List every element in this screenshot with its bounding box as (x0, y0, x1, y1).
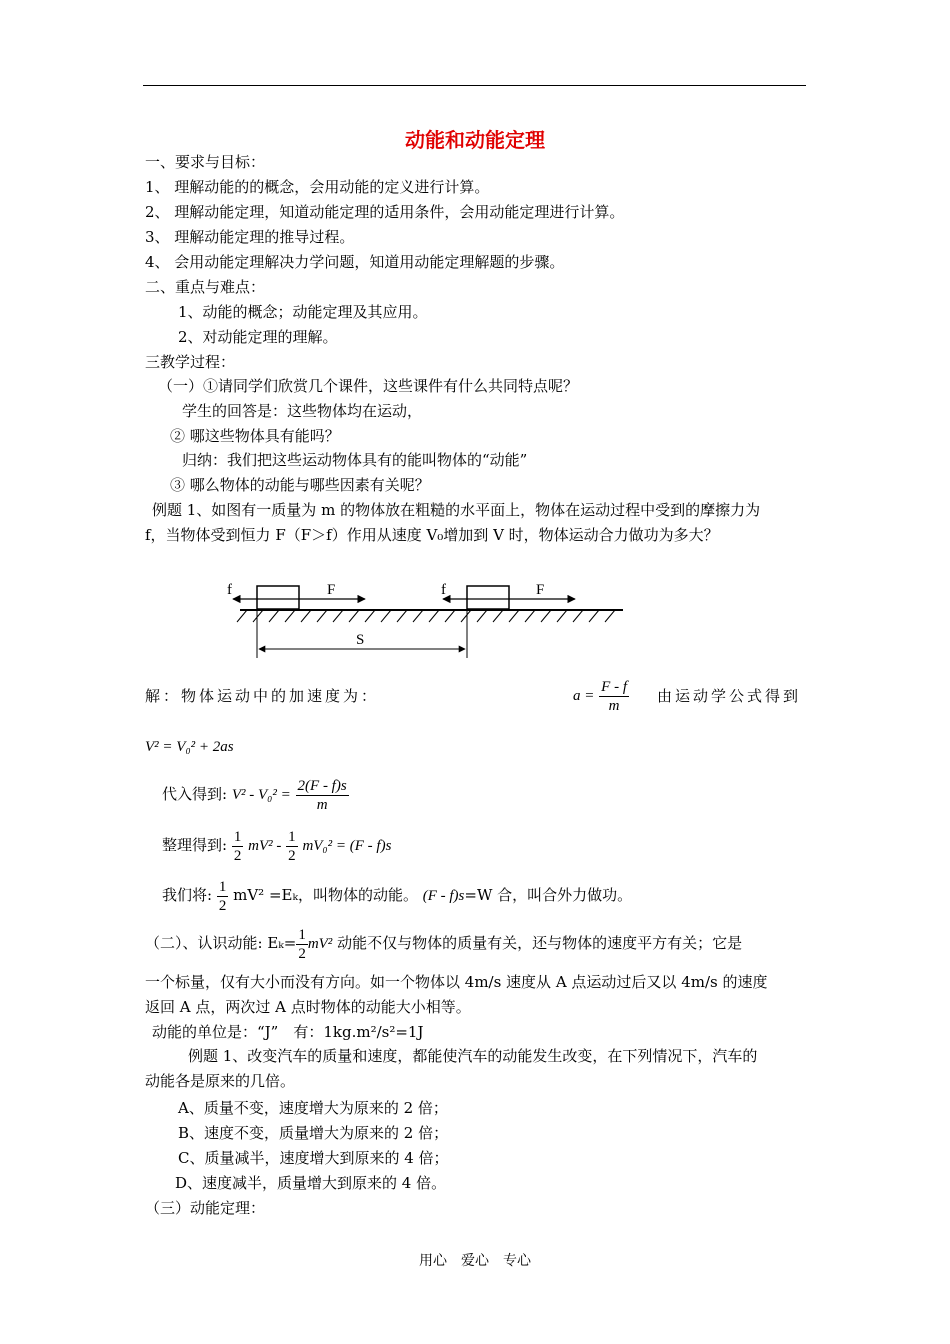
example-text: 动能各是原来的几倍。 (145, 1072, 296, 1090)
recognize-line (145, 924, 742, 963)
paragraph: 学生的回答是：这些物体均在运动， (182, 402, 423, 420)
fraction: $\frac{1}{2}$ (298, 926, 306, 962)
eq-part: mV₀² = (F - f)s (302, 838, 392, 854)
label: 代入得到: (162, 785, 228, 803)
def-text: =W 合，叫合外力做功。 (464, 886, 633, 904)
fraction: $\frac{2(F - f)s}{m}$ (297, 777, 347, 813)
paragraph: ③ 哪么物体的动能与哪些因素有关呢？ (170, 476, 430, 494)
block-start (257, 586, 299, 609)
section-heading: 二、重点与难点： (145, 278, 266, 296)
eq-lhs: a = (573, 688, 595, 704)
eq-part: mV² - (248, 838, 282, 854)
substitution-line (162, 775, 349, 814)
section-heading: 一、要求与目标： (145, 153, 266, 171)
fraction: $\frac{F - f}{m}$ (601, 678, 627, 714)
section-heading: 三教学过程： (145, 353, 236, 371)
list-item: 2、 理解动能定理，知道动能定理的适用条件，会用动能定理进行计算。 (145, 203, 625, 221)
paragraph: （一）①请同学们欣赏几个课件，这些课件有什么共同特点呢？ (158, 377, 579, 395)
fraction: $\frac{1}{2}$ (218, 878, 227, 914)
example-text: f，当物体受到恒力 F（F＞f）作用从速度 V₀增加到 V 时，物体运动合力做功为多大？ (145, 526, 719, 544)
definition-line (162, 876, 632, 915)
force-label: F (327, 582, 336, 598)
kinematics-equation: V² = V₀² + 2as (145, 739, 234, 755)
work-expr: (F - f)s (422, 888, 465, 904)
displacement-label: S (356, 632, 365, 648)
option-item: C、质量减半，速度增大到原来的 4 倍； (178, 1149, 449, 1167)
example-text: 例题 1、改变汽车的质量和速度，都能使汽车的动能发生改变，在下列情况下，汽车的 (188, 1047, 758, 1065)
list-item: 2、对动能定理的理解。 (178, 328, 338, 346)
paragraph: ② 哪这些物体具有能吗？ (170, 427, 340, 445)
paragraph: 返回 A 点，两次过 A 点时物体的动能大小相等。 (145, 998, 471, 1016)
header-rule (143, 85, 806, 86)
section-heading: （三）动能定理： (145, 1199, 266, 1217)
force-label: F (536, 582, 545, 598)
list-item: 1、 理解动能的的概念，会用动能的定义进行计算。 (145, 178, 490, 196)
friction-label: f (227, 582, 232, 598)
block-end (467, 586, 509, 609)
list-item: 3、 理解动能定理的推导过程。 (145, 228, 355, 246)
page-footer: 用心 爱心 专心 (419, 1253, 531, 1269)
list-item: 4、 会用动能定理解决力学问题，知道用动能定理解题的步骤。 (145, 253, 565, 271)
friction-label: f (441, 582, 446, 598)
accel-equation (573, 676, 629, 715)
ground-hatching (237, 610, 615, 622)
option-item: D、速度减半，质量增大到原来的 4 倍。 (175, 1174, 447, 1192)
option-item: B、速度不变，质量增大为原来的 2 倍； (178, 1124, 449, 1142)
option-item: A、质量不变，速度增大为原来的 2 倍； (178, 1099, 448, 1117)
list-item: 1、动能的概念；动能定理及其应用。 (178, 303, 428, 321)
unit-line: 动能的单位是：“J” 有：1kg.m²/s²=1J (152, 1023, 424, 1041)
force-diagram (225, 572, 630, 662)
fraction: $\frac{1}{2}$ (288, 828, 296, 864)
def-text: 动能不仅与物体的质量有关，还与物体的速度平方有关；它是 (337, 934, 743, 952)
eq-lhs: V² - V₀² = (231, 787, 291, 803)
def-text: （二）、认识动能: Eₖ= (145, 934, 297, 952)
label: 整理得到: (162, 836, 228, 854)
example-text: 例题 1、如图有一质量为 m 的物体放在粗糙的水平面上，物体在运动过程中受到的摩擦力为 (152, 501, 761, 519)
paragraph: 归纳：我们把这些运动物体具有的能叫物体的“动能” (182, 451, 528, 469)
rearranged-line (162, 826, 391, 865)
def-text: mV² =Eₖ，叫物体的动能。 (233, 886, 418, 904)
solution-text: 解：物体运动中的加速度为： (145, 687, 380, 705)
paragraph: 一个标量，仅有大小而没有方向。如一个物体以 4m/s 速度从 A 点运动过后又以 4m/s 的速度 (145, 973, 768, 991)
eq-part: mV² (307, 936, 333, 952)
page-title: 动能和动能定理 (405, 128, 545, 152)
fraction: $\frac{1}{2}$ (233, 828, 242, 864)
label: 我们将: (162, 886, 213, 904)
solution-text: 由运动学公式得到 (657, 687, 802, 705)
